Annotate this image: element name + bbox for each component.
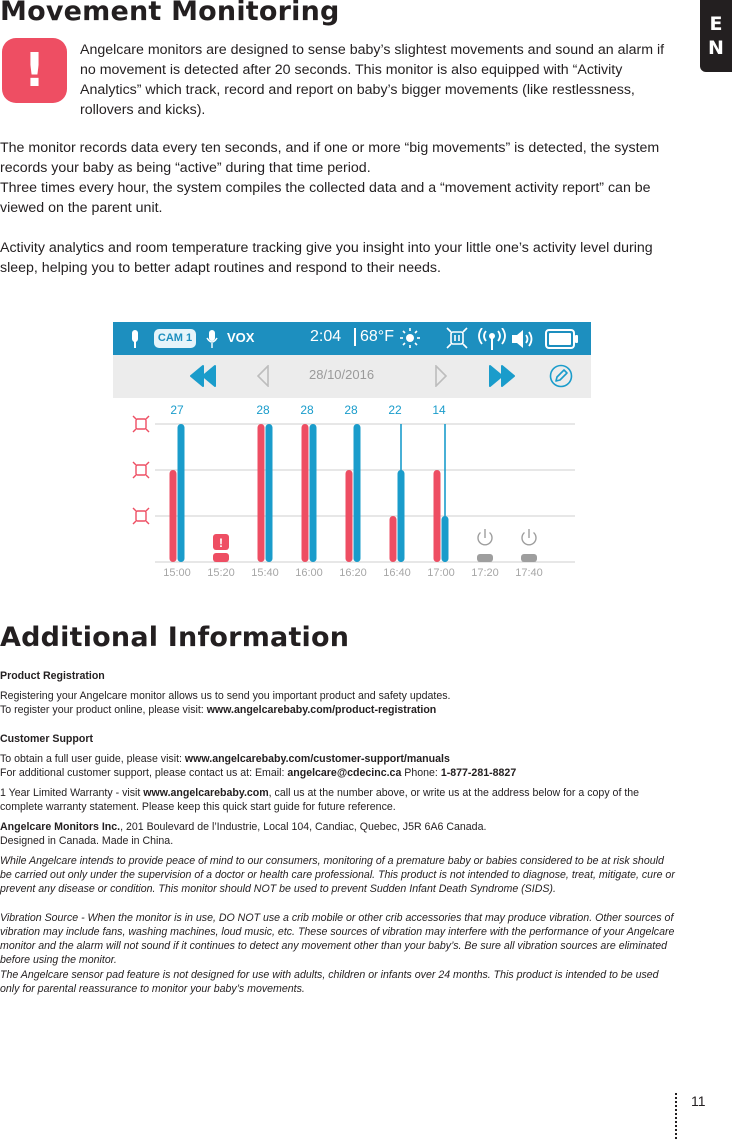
vox-label: VOX	[227, 330, 255, 345]
company-name: Angelcare Monitors Inc.	[0, 821, 121, 833]
support-heading	[0, 732, 676, 746]
room-temperature: 68°F	[354, 328, 394, 346]
fast-back-icon[interactable]	[190, 365, 216, 387]
activity-level-2-icon	[133, 462, 149, 478]
x-tick-label: 16:40	[383, 567, 411, 579]
analytics-paragraph: Activity analytics and room temperature tracking give you insight into your little one’s activity level during sleep, helping you to better adapt routines and respond to their needs.	[0, 240, 653, 276]
blue-bar	[442, 516, 449, 562]
support-line-2: For additional customer support, please contact us at: Email:	[0, 767, 288, 779]
phone-label: Phone:	[401, 767, 441, 779]
x-tick-label: 15:20	[207, 567, 235, 579]
company-origin: Designed in Canada. Made in China.	[0, 835, 174, 847]
sensor-pad-icon	[129, 330, 141, 348]
red-bar	[302, 424, 309, 562]
signal-icon	[477, 328, 507, 350]
section-title-movement: Movement Monitoring	[0, 0, 340, 27]
activity-level-1-icon	[133, 508, 149, 524]
red-bar	[170, 470, 177, 562]
red-bar	[258, 424, 265, 562]
edit-icon[interactable]	[549, 364, 573, 388]
activity-chart	[113, 398, 591, 582]
warranty-link[interactable]: www.angelcarebaby.com	[143, 787, 269, 799]
page-divider	[675, 1093, 677, 1139]
disclaimer-medical-text: While Angelcare intends to provide peace of mind to our consumers, monitoring of a premature baby or babies considered to be at risk should be carried out only under the supervision of a doctor or health care professional. This product is not intended to diagnose, treat, mitigate, cure or prevent any disease or condition. This monitor should NOT be used to prevent Sudden Infant Death Syndrome (SIDS).	[0, 855, 675, 895]
report-date: 28/10/2016	[309, 367, 375, 382]
registration-link[interactable]: www.angelcarebaby.com/product-registration	[206, 704, 437, 716]
x-tick-label: 16:20	[339, 567, 367, 579]
language-tab: E N	[700, 0, 732, 72]
temperature-label: 28	[256, 403, 270, 417]
registration-text	[0, 689, 676, 717]
registration-heading-text: Product Registration	[0, 670, 105, 682]
camera-label: CAM 1	[154, 329, 196, 348]
power-off-bar	[477, 554, 493, 562]
volume-icon	[511, 328, 537, 350]
support-phone: 1-877-281-8827	[440, 767, 517, 779]
temperature-label: 14	[432, 403, 446, 417]
brightness-icon	[400, 328, 420, 348]
previous-day-icon[interactable]	[256, 365, 270, 387]
records-line-1: The monitor records data every ten seconds, and if one or more “big movements” is detected, the system records your baby as being “active” during that time period.	[0, 140, 660, 176]
power-off-bar	[521, 554, 537, 562]
clock: 2:04	[310, 328, 342, 345]
disclaimer-age-text: The Angelcare sensor pad feature is not designed for use with adults, children or infants over 24 months. This product is intended to be used only for parental reassurance to monitor your baby’s movements.	[0, 969, 659, 995]
red-bar	[434, 470, 441, 562]
power-icon	[478, 529, 492, 545]
red-bar	[346, 470, 353, 562]
x-tick-label: 16:00	[295, 567, 323, 579]
fast-forward-icon[interactable]	[489, 365, 515, 387]
support-heading-text: Customer Support	[0, 733, 93, 745]
disclaimer-vibration-text: Vibration Source - When the monitor is in use, DO NOT use a crib mobile or other crib accessories that may produce vibration. Other sources of vibration may include fans, washing machines, loud music, etc. These sources of vibration may interfere with the performance of your Angelcare monitor and the alarm will not sound if it continues to detect any movement other than your baby’s. Be sure all vibration sources are eliminated before using the monitor.	[0, 912, 675, 966]
temperature-label: 28	[344, 403, 358, 417]
status-bar	[113, 322, 591, 355]
microphone-icon	[206, 330, 218, 348]
alert-bar	[213, 553, 229, 562]
x-tick-label: 15:00	[163, 567, 191, 579]
blue-bar	[354, 424, 361, 562]
company-text	[0, 820, 676, 848]
section-title-additional: Additional Information	[0, 622, 350, 653]
registration-heading	[0, 669, 676, 683]
date-navigation-bar	[113, 355, 591, 398]
disclaimer-medical	[0, 854, 676, 896]
x-tick-label: 17:40	[515, 567, 543, 579]
red-bar	[390, 516, 397, 562]
disclaimer-vibration	[0, 911, 676, 967]
warranty-prefix: 1 Year Limited Warranty - visit	[0, 787, 144, 799]
page-number: 11	[691, 1093, 706, 1109]
x-tick-label: 15:40	[251, 567, 279, 579]
warranty-text	[0, 786, 676, 814]
disclaimer-age	[0, 968, 676, 996]
blue-bar	[266, 424, 273, 562]
registration-line-2: To register your product online, please visit:	[0, 704, 207, 716]
next-day-icon[interactable]	[434, 365, 448, 387]
support-line-1: To obtain a full user guide, please visit:	[0, 753, 185, 765]
temperature-label: 27	[170, 403, 184, 417]
parent-unit-screen	[113, 322, 591, 582]
alert-badge-icon: !	[2, 38, 67, 103]
battery-icon	[545, 329, 579, 349]
blue-bar	[178, 424, 185, 562]
records-line-2: Three times every hour, the system compiles the collected data and a “movement activity report” can be viewed on the parent unit.	[0, 180, 651, 216]
intro-paragraph: Angelcare monitors are designed to sense baby’s slightest movements and sound an alarm if no movement is detected after 20 seconds. This monitor is also equipped with “Activity Analytics” which track, record and report on baby’s bigger movements (like restlessness, rollovers and kicks).	[80, 42, 665, 118]
alert-marker-label: !	[219, 536, 223, 550]
x-tick-label: 17:20	[471, 567, 499, 579]
sensor-pad-status-icon	[446, 327, 468, 349]
blue-bar	[310, 424, 317, 562]
records-paragraph	[0, 138, 680, 218]
support-email[interactable]: angelcare@cdecinc.ca	[287, 767, 402, 779]
manuals-link[interactable]: www.angelcarebaby.com/customer-support/manuals	[184, 753, 450, 765]
power-icon	[522, 529, 536, 545]
support-text	[0, 752, 676, 780]
temperature-label: 22	[388, 403, 402, 417]
x-tick-label: 17:00	[427, 567, 455, 579]
company-address: , 201 Boulevard de l’Industrie, Local 104, Candiac, Quebec, J5R 6A6 Canada.	[120, 821, 487, 833]
warranty-suffix: , call us at the number above, or write us at the address below for a copy of the complete warranty statement. Please keep this quick start guide for future reference.	[0, 787, 640, 813]
registration-line-1: Registering your Angelcare monitor allows us to send you important product and safety updates.	[0, 690, 451, 702]
blue-bar	[398, 470, 405, 562]
temperature-label: 28	[300, 403, 314, 417]
activity-level-3-icon	[133, 416, 149, 432]
